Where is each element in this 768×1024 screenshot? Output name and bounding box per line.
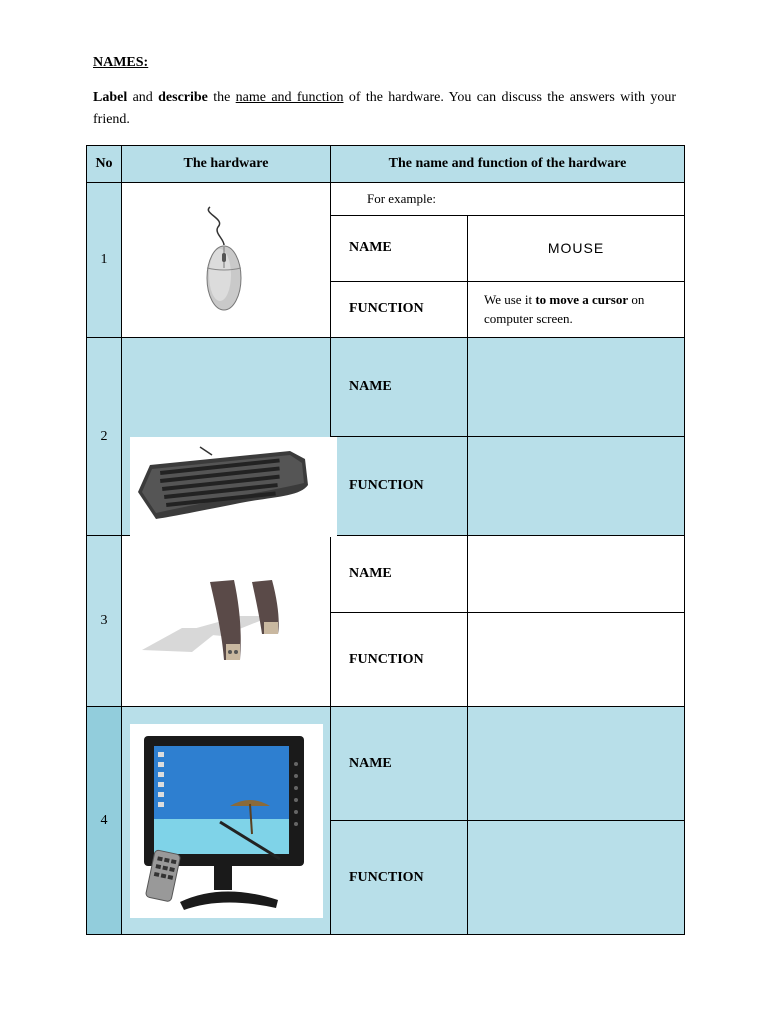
function-answer[interactable]: [468, 437, 685, 536]
row-number: 3: [87, 536, 122, 707]
function-answer[interactable]: [468, 821, 685, 935]
monitor-image-cell: [122, 707, 331, 935]
row-number: 2: [87, 338, 122, 536]
function-label: FUNCTION: [331, 613, 468, 707]
instr-describe-word: describe: [158, 90, 208, 105]
instr-rest: of the hardware. You can discuss the answers with your friend.: [93, 90, 677, 127]
instr-label-word: Label: [93, 90, 128, 105]
table-row: [87, 536, 685, 613]
function-label: FUNCTION: [331, 281, 468, 337]
worksheet-table: [86, 145, 685, 935]
function-label: FUNCTION: [331, 437, 468, 536]
table-row: [87, 183, 685, 216]
instr-underlined: name and function: [235, 90, 344, 105]
instr-and: and: [127, 90, 159, 105]
instr-the: the: [207, 90, 236, 105]
name-label: NAME: [331, 338, 468, 437]
function-answer[interactable]: [468, 613, 685, 707]
function-label: FUNCTION: [331, 821, 468, 935]
mouse-image-cell: [122, 183, 331, 338]
function-bold: to move a cursor: [535, 292, 629, 308]
speakers-image: [122, 572, 331, 672]
header-no: No: [87, 146, 122, 183]
example-label: For example:: [331, 183, 685, 216]
table-row: [87, 707, 685, 821]
function-prefix: We use it: [484, 292, 536, 308]
name-label: NAME: [331, 707, 468, 821]
keyboard-image-cell: [122, 338, 331, 536]
name-label: NAME: [331, 536, 468, 613]
name-answer[interactable]: [468, 707, 685, 821]
function-answer: [468, 281, 685, 337]
keyboard-image: [130, 437, 337, 537]
mouse-image: [122, 183, 331, 337]
names-label: NAMES:: [93, 55, 149, 70]
function-suffix: on computer screen.: [484, 292, 645, 327]
table-header-row: [87, 146, 685, 183]
instructions: [93, 87, 676, 131]
name-label: NAME: [331, 216, 468, 281]
row-number: 1: [87, 183, 122, 338]
name-answer[interactable]: [468, 338, 685, 437]
header-hardware: The hardware: [122, 146, 331, 183]
monitor-image: [130, 724, 323, 918]
header-name-function: The name and function of the hardware: [331, 146, 685, 183]
speakers-image-cell: [122, 536, 331, 707]
name-answer: MOUSE: [468, 216, 685, 281]
row-number: 4: [87, 707, 122, 935]
name-answer[interactable]: [468, 536, 685, 613]
table-row: [87, 338, 685, 437]
